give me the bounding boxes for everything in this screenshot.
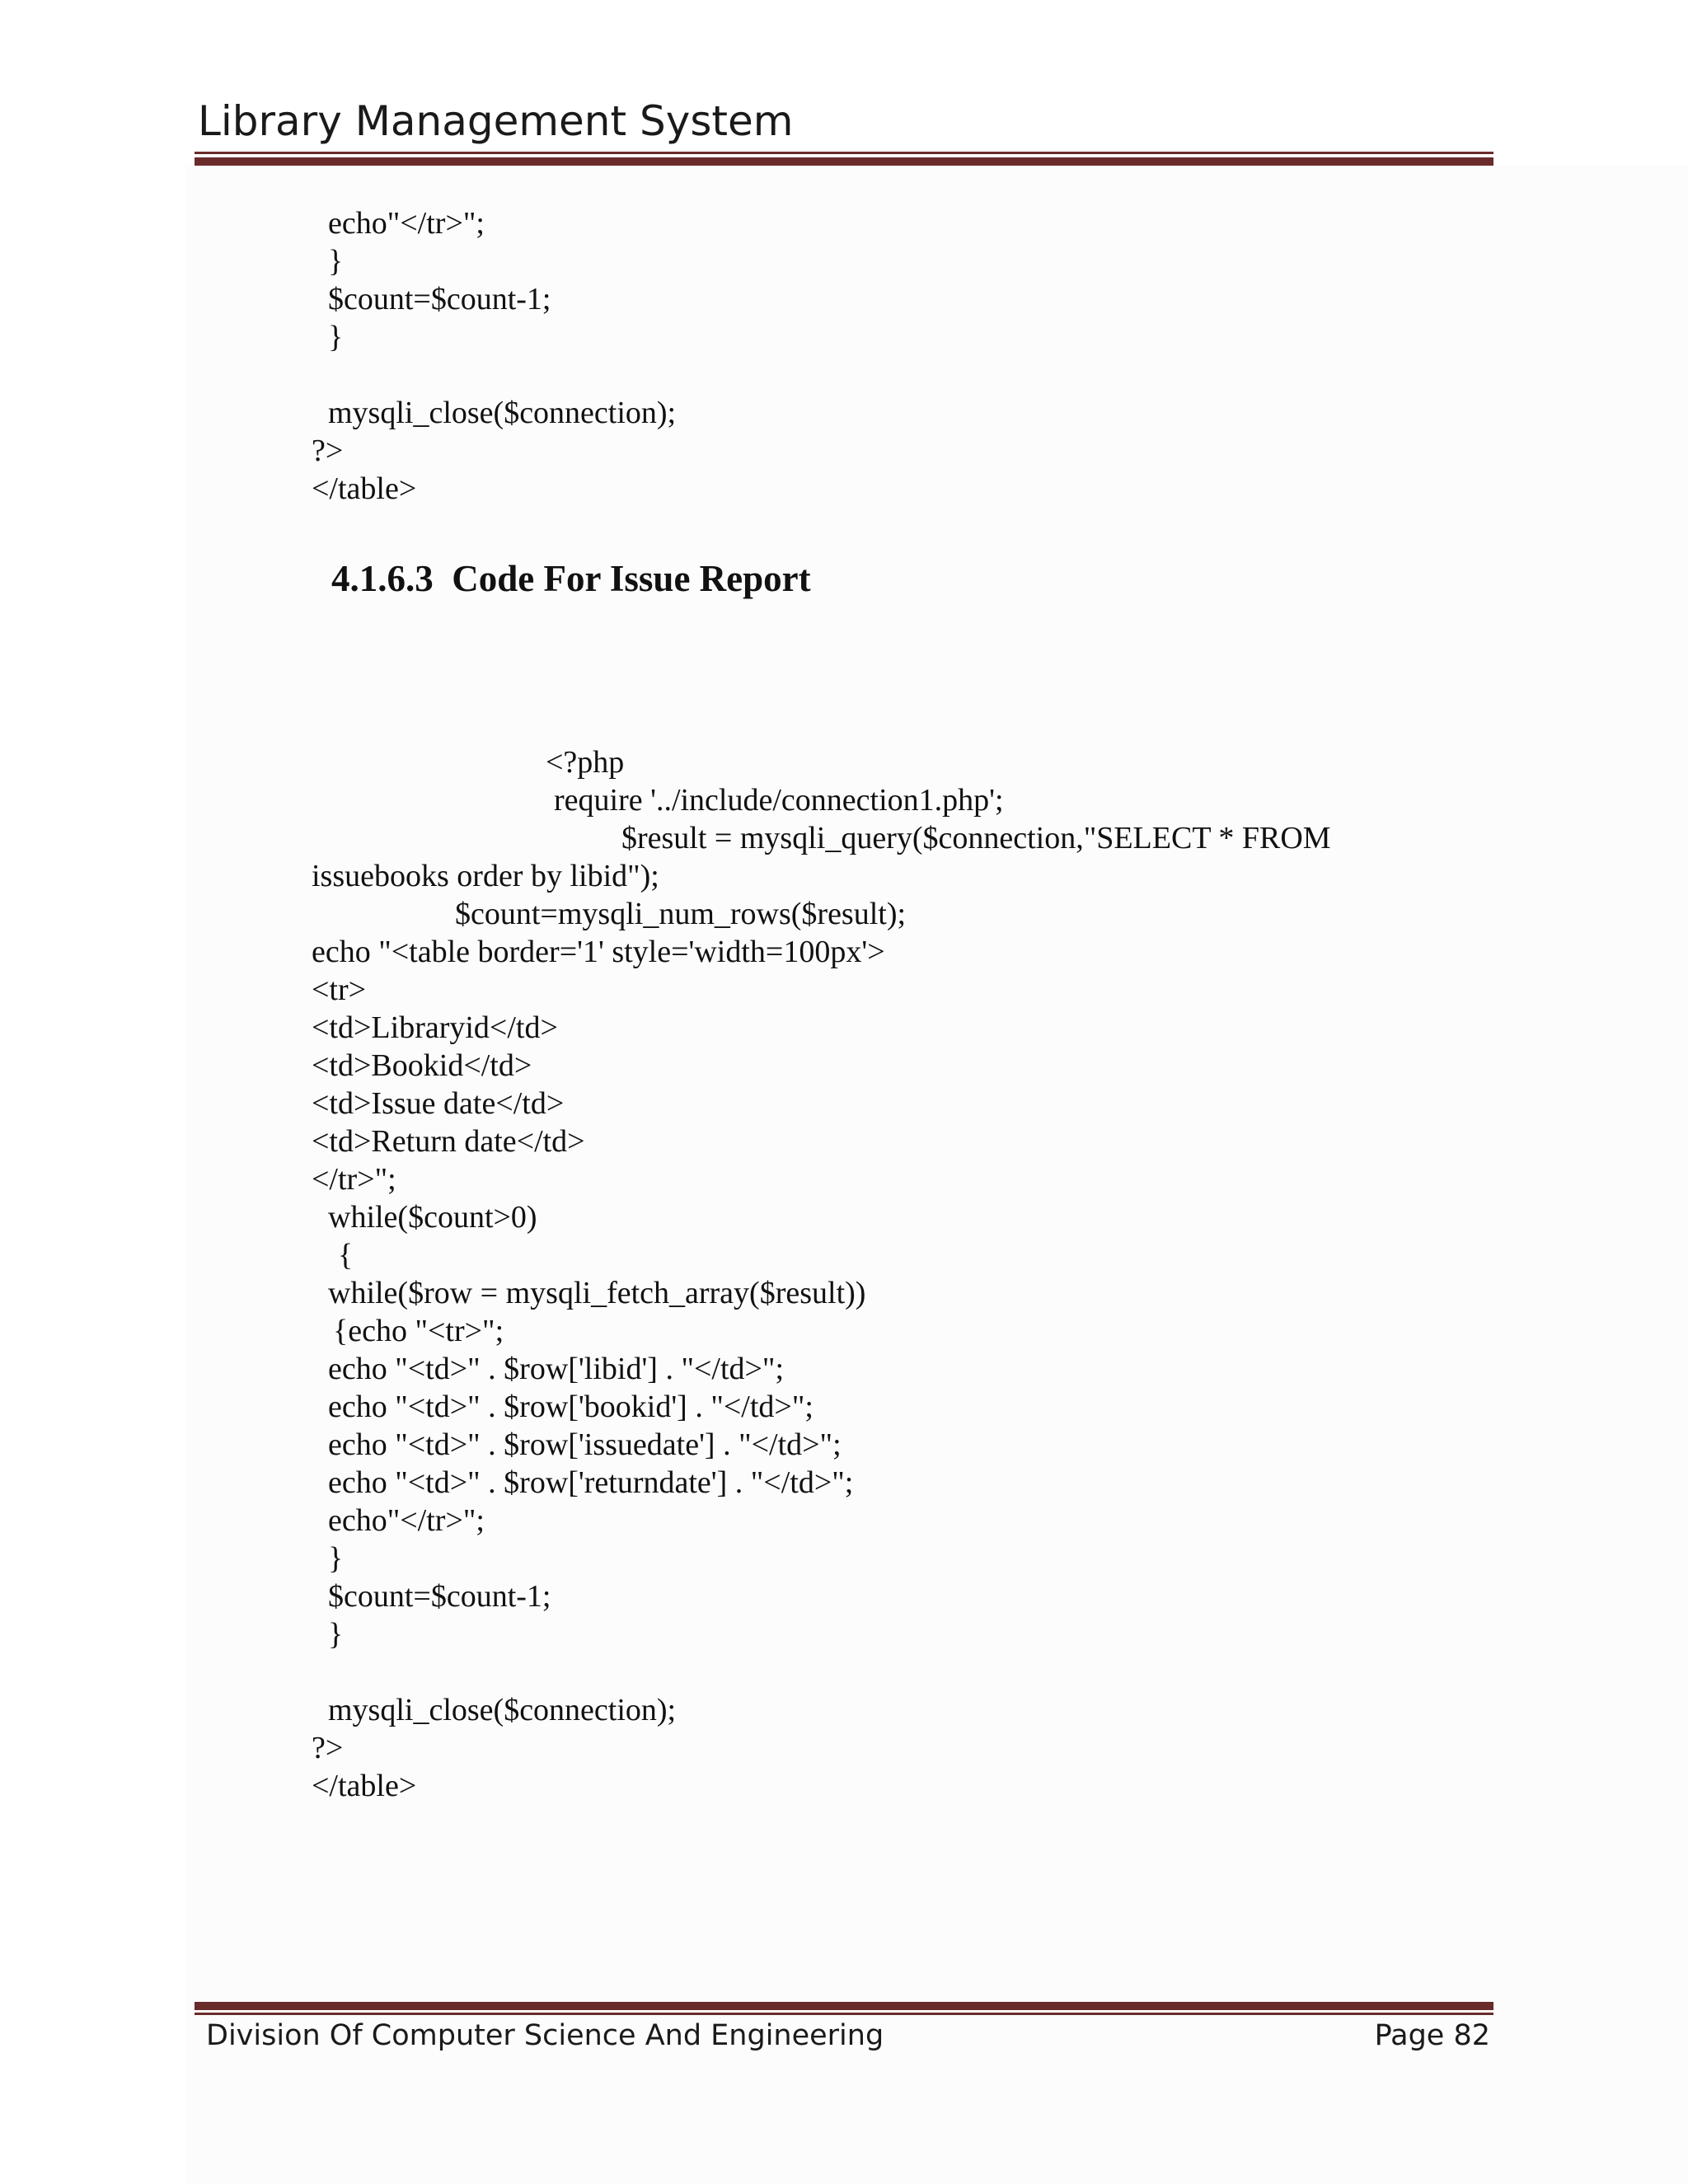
- code-line: <tr>: [312, 972, 367, 1007]
- code-line: {echo "<tr>";: [333, 1314, 504, 1348]
- code-line: <?php: [546, 745, 625, 780]
- footer-page-number: Page 82: [1374, 2019, 1490, 2052]
- code-line: {: [338, 1238, 354, 1272]
- code-line: echo "<td>" . $row['bookid'] . "</td>";: [328, 1390, 814, 1424]
- code-line: }: [328, 1617, 344, 1652]
- code-line: $result = mysqli_query($connection,"SELECT * FROM: [621, 821, 1331, 855]
- code-line: mysqli_close($connection);: [328, 396, 677, 430]
- header-rule-thin: [195, 152, 1493, 154]
- code-line: </table>: [312, 1769, 417, 1803]
- code-line: $count=$count-1;: [328, 1579, 551, 1614]
- code-line: }: [328, 1541, 344, 1576]
- header-rule-thick: [195, 157, 1493, 166]
- document-header-title: Library Management System: [198, 97, 794, 145]
- section-heading: [331, 557, 811, 600]
- code-line: echo "<td>" . $row['returndate'] . "</td>";: [328, 1465, 854, 1500]
- code-line: <td>Issue date</td>: [312, 1086, 565, 1121]
- code-line: echo "<table border='1' style='width=100px'>: [312, 935, 885, 969]
- code-line: echo"</tr>";: [328, 1503, 485, 1538]
- code-line: require '../include/connection1.php';: [554, 783, 1004, 818]
- code-line: echo "<td>" . $row['issuedate'] . "</td>";: [328, 1427, 842, 1462]
- code-line: <td>Libraryid</td>: [312, 1010, 558, 1045]
- section-number: 4.1.6.3: [331, 558, 434, 599]
- code-line: </table>: [312, 471, 417, 506]
- footer-rule-thick: [195, 2002, 1493, 2010]
- code-line: </tr>";: [312, 1162, 396, 1197]
- code-line: ?>: [312, 1731, 344, 1765]
- footer-rule-thin: [195, 2013, 1493, 2015]
- code-line: while($row = mysqli_fetch_array($result)): [328, 1276, 866, 1310]
- code-line: echo "<td>" . $row['libid'] . "</td>";: [328, 1352, 785, 1386]
- code-line: }: [328, 320, 344, 354]
- page-background: [185, 165, 1688, 2184]
- code-line: $count=mysqli_num_rows($result);: [455, 897, 907, 931]
- code-line: mysqli_close($connection);: [328, 1693, 677, 1727]
- code-line: while($count>0): [328, 1200, 537, 1235]
- section-title: Code For Issue Report: [452, 558, 811, 599]
- footer-division: Division Of Computer Science And Engineering: [206, 2019, 884, 2052]
- code-line: echo"</tr>";: [328, 206, 485, 241]
- code-line: }: [328, 244, 344, 279]
- code-line: <td>Return date</td>: [312, 1124, 585, 1159]
- code-line: issuebooks order by libid");: [312, 859, 659, 893]
- code-line: $count=$count-1;: [328, 282, 551, 316]
- code-line: <td>Bookid</td>: [312, 1048, 532, 1083]
- code-line: ?>: [312, 434, 344, 468]
